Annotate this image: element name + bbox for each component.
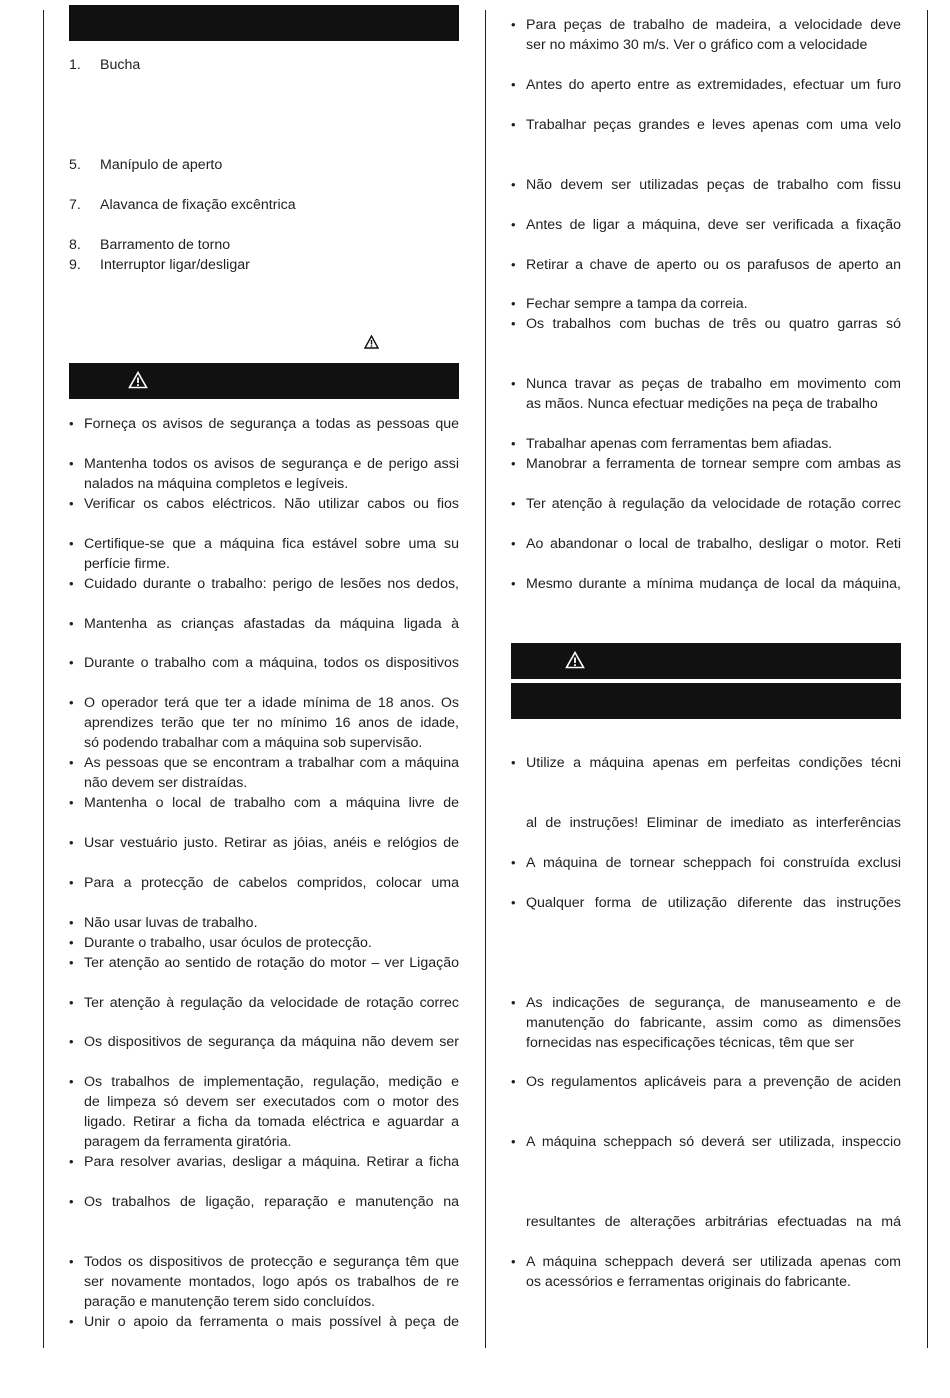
parts-list-item: Interruptor ligar/desligar xyxy=(100,257,250,273)
safety-text-line: Trabalhar apenas com ferramentas bem afiadas. xyxy=(526,436,833,452)
safety-text-line: ser novamente montados, logo após os trabalhos de re xyxy=(84,1274,459,1290)
bullet-marker: • xyxy=(69,915,74,930)
list-number: 1. xyxy=(69,57,81,73)
bullet-marker: • xyxy=(511,117,516,132)
bullet-marker: • xyxy=(69,1154,74,1169)
bullet-marker: • xyxy=(511,257,516,272)
bullet-marker: • xyxy=(69,795,74,810)
list-number: 5. xyxy=(69,157,81,173)
bullet-marker: • xyxy=(511,296,516,311)
intended-use-warning-bar xyxy=(511,643,901,679)
bullet-marker: • xyxy=(69,655,74,670)
bullet-marker: • xyxy=(69,416,74,431)
bullet-marker: • xyxy=(511,1134,516,1149)
safety-text-line: Para a protecção de cabelos compridos, colocar uma xyxy=(84,875,459,891)
bullet-marker: • xyxy=(69,755,74,770)
safety-text-line: Unir o apoio da ferramenta o mais possível à peça de xyxy=(84,1314,459,1330)
bullet-marker: • xyxy=(511,1074,516,1089)
bullet-marker: • xyxy=(69,1034,74,1049)
bullet-marker: • xyxy=(511,316,516,331)
bullet-marker: • xyxy=(69,1314,74,1329)
bullet-marker: • xyxy=(511,217,516,232)
bullet-marker: • xyxy=(511,855,516,870)
safety-text-line: os acessórios e ferramentas originais do fabricante. xyxy=(526,1274,851,1290)
safety-text-line: não devem ser distraídas. xyxy=(84,775,248,791)
parts-list-item: Bucha xyxy=(100,57,141,73)
safety-text-line: Trabalhar peças grandes e leves apenas com uma velo xyxy=(526,117,901,133)
safety-text-line: Verificar os cabos eléctricos. Não utilizar cabos ou fios xyxy=(84,496,459,512)
bullet-marker: • xyxy=(69,496,74,511)
right-margin-rule xyxy=(927,10,928,1348)
safety-text-line: Manobrar a ferramenta de tornear sempre com ambas as xyxy=(526,456,901,472)
bullet-marker: • xyxy=(69,536,74,551)
bullet-marker: • xyxy=(511,1254,516,1269)
safety-text-line: Os trabalhos com buchas de três ou quatro garras só xyxy=(526,316,901,332)
bullet-marker: • xyxy=(511,895,516,910)
safety-text-line: Durante o trabalho, usar óculos de protecção. xyxy=(84,935,372,951)
safety-text-line: Forneça os avisos de segurança a todas as pessoas que xyxy=(84,416,459,432)
safety-text-line: paragem da ferramenta giratória. xyxy=(84,1134,292,1150)
safety-text-line: Não usar luvas de trabalho. xyxy=(84,915,258,931)
safety-text-line: Mantenha todos os avisos de segurança e de perigo assi xyxy=(84,456,459,472)
parts-list-item: Manípulo de aperto xyxy=(100,157,223,173)
safety-text-line: Todos os dispositivos de protecção e segurança têm que xyxy=(84,1254,459,1270)
bullet-marker: • xyxy=(69,456,74,471)
column-divider-rule xyxy=(485,10,486,1348)
left-margin-rule xyxy=(43,10,44,1348)
bullet-marker: • xyxy=(69,1254,74,1269)
warning-triangle-icon xyxy=(565,651,585,669)
safety-text-line: nalados na máquina completos e legíveis. xyxy=(84,476,349,492)
safety-text-line: Retirar a chave de aperto ou os parafusos de aperto an xyxy=(526,257,901,273)
safety-text-line: Cuidado durante o trabalho: perigo de lesões nos dedos, xyxy=(84,576,459,592)
safety-text-line: Para resolver avarias, desligar a máquina. Retirar a ficha xyxy=(84,1154,459,1170)
safety-text-line: só podendo trabalhar com a máquina sob supervisão. xyxy=(84,735,423,751)
bullet-marker: • xyxy=(511,177,516,192)
safety-text-line: Utilize a máquina apenas em perfeitas condições técni xyxy=(526,755,901,771)
list-number: 7. xyxy=(69,197,81,213)
bullet-marker: • xyxy=(69,835,74,850)
safety-text-line: As pessoas que se encontram a trabalhar com a máquina xyxy=(84,755,459,771)
safety-text-line: Nunca travar as peças de trabalho em movimento com xyxy=(526,376,901,392)
safety-text-line: resultantes de alterações arbitrárias efectuadas na má xyxy=(526,1214,901,1230)
bullet-marker: • xyxy=(69,1194,74,1209)
bullet-marker: • xyxy=(511,496,516,511)
safety-text-line: Os trabalhos de implementação, regulação, medição e xyxy=(84,1074,459,1090)
bullet-marker: • xyxy=(511,376,516,391)
bullet-marker: • xyxy=(511,755,516,770)
safety-text-line: de limpeza só devem ser executados com o motor des xyxy=(84,1094,459,1110)
safety-text-line: Durante o trabalho com a máquina, todos os dispositivos xyxy=(84,655,459,671)
section-header-bar xyxy=(69,5,459,41)
safety-text-line: aprendizes terão que ter no mínimo 16 anos de idade, xyxy=(84,715,459,731)
safety-text-line: paração e manutenção terem sido concluídos. xyxy=(84,1294,376,1310)
safety-text-line: A máquina de tornear scheppach foi construída exclusi xyxy=(526,855,901,871)
bullet-marker: • xyxy=(511,995,516,1010)
safety-text-line: O operador terá que ter a idade mínima de 18 anos. Os xyxy=(84,695,459,711)
safety-text-line: Ter atenção à regulação da velocidade de rotação correc xyxy=(84,995,459,1011)
safety-warning-header-bar xyxy=(69,363,459,399)
safety-text-line: Antes de ligar a máquina, deve ser verificada a fixação xyxy=(526,217,901,233)
bullet-marker: • xyxy=(69,935,74,950)
safety-text-line: Antes do aperto entre as extremidades, efectuar um furo xyxy=(526,77,901,93)
bullet-marker: • xyxy=(511,77,516,92)
safety-text-line: Os regulamentos aplicáveis para a prevenção de aciden xyxy=(526,1074,901,1090)
safety-text-line: fornecidas nas especificações técnicas, têm que ser xyxy=(526,1035,855,1051)
intended-use-header-bar xyxy=(511,683,901,719)
safety-text-line: Fechar sempre a tampa da correia. xyxy=(526,296,748,312)
safety-text-line: as mãos. Nunca efectuar medições na peça de trabalho xyxy=(526,396,878,412)
safety-text-line: ligado. Retirar a ficha da tomada eléctrica e aguardar a xyxy=(84,1114,459,1130)
warning-triangle-icon xyxy=(364,335,379,349)
bullet-marker: • xyxy=(511,536,516,551)
safety-text-line: perfície firme. xyxy=(84,556,170,572)
safety-text-line: Mesmo durante a mínima mudança de local da máquina, xyxy=(526,576,901,592)
warning-triangle-icon xyxy=(128,371,148,389)
safety-text-line: Mantenha as crianças afastadas da máquina ligada à xyxy=(84,616,459,632)
parts-list-item: Alavanca de fixação excêntrica xyxy=(100,197,296,213)
bullet-marker: • xyxy=(69,875,74,890)
safety-text-line: Certifique-se que a máquina fica estável sobre uma su xyxy=(84,536,459,552)
safety-text-line: Ao abandonar o local de trabalho, desligar o motor. Reti xyxy=(526,536,901,552)
bullet-marker: • xyxy=(511,576,516,591)
safety-text-line: Os trabalhos de ligação, reparação e manutenção na xyxy=(84,1194,459,1210)
parts-list-item: Barramento de torno xyxy=(100,237,231,253)
bullet-marker: • xyxy=(69,995,74,1010)
safety-text-line: manutenção do fabricante, assim como as dimensões xyxy=(526,1015,901,1031)
list-number: 9. xyxy=(69,257,81,273)
bullet-marker: • xyxy=(69,955,74,970)
bullet-marker: • xyxy=(69,616,74,631)
bullet-marker: • xyxy=(511,17,516,32)
list-number: 8. xyxy=(69,237,81,253)
bullet-marker: • xyxy=(511,436,516,451)
bullet-marker: • xyxy=(69,1074,74,1089)
safety-text-line: A máquina scheppach só deverá ser utilizada, inspeccio xyxy=(526,1134,901,1150)
bullet-marker: • xyxy=(69,695,74,710)
safety-text-line: Os dispositivos de segurança da máquina não devem ser xyxy=(84,1034,459,1050)
safety-text-line: al de instruções! Eliminar de imediato as interferências xyxy=(526,815,901,831)
safety-text-line: A máquina scheppach deverá ser utilizada apenas com xyxy=(526,1254,901,1270)
bullet-marker: • xyxy=(69,576,74,591)
safety-text-line: Para peças de trabalho de madeira, a velocidade deve xyxy=(526,17,901,33)
safety-text-line: Ter atenção ao sentido de rotação do motor – ver Ligação xyxy=(84,955,459,971)
safety-text-line: Ter atenção à regulação da velocidade de rotação correc xyxy=(526,496,901,512)
safety-text-line: Usar vestuário justo. Retirar as jóias, anéis e relógios de xyxy=(84,835,459,851)
safety-text-line: Qualquer forma de utilização diferente das instruções xyxy=(526,895,901,911)
bullet-marker: • xyxy=(511,456,516,471)
safety-text-line: ser no máximo 30 m/s. Ver o gráfico com a velocidade xyxy=(526,37,868,53)
safety-text-line: As indicações de segurança, de manuseamento e de xyxy=(526,995,901,1011)
safety-text-line: Mantenha o local de trabalho com a máquina livre de xyxy=(84,795,459,811)
safety-text-line: Não devem ser utilizadas peças de trabalho com fissu xyxy=(526,177,901,193)
